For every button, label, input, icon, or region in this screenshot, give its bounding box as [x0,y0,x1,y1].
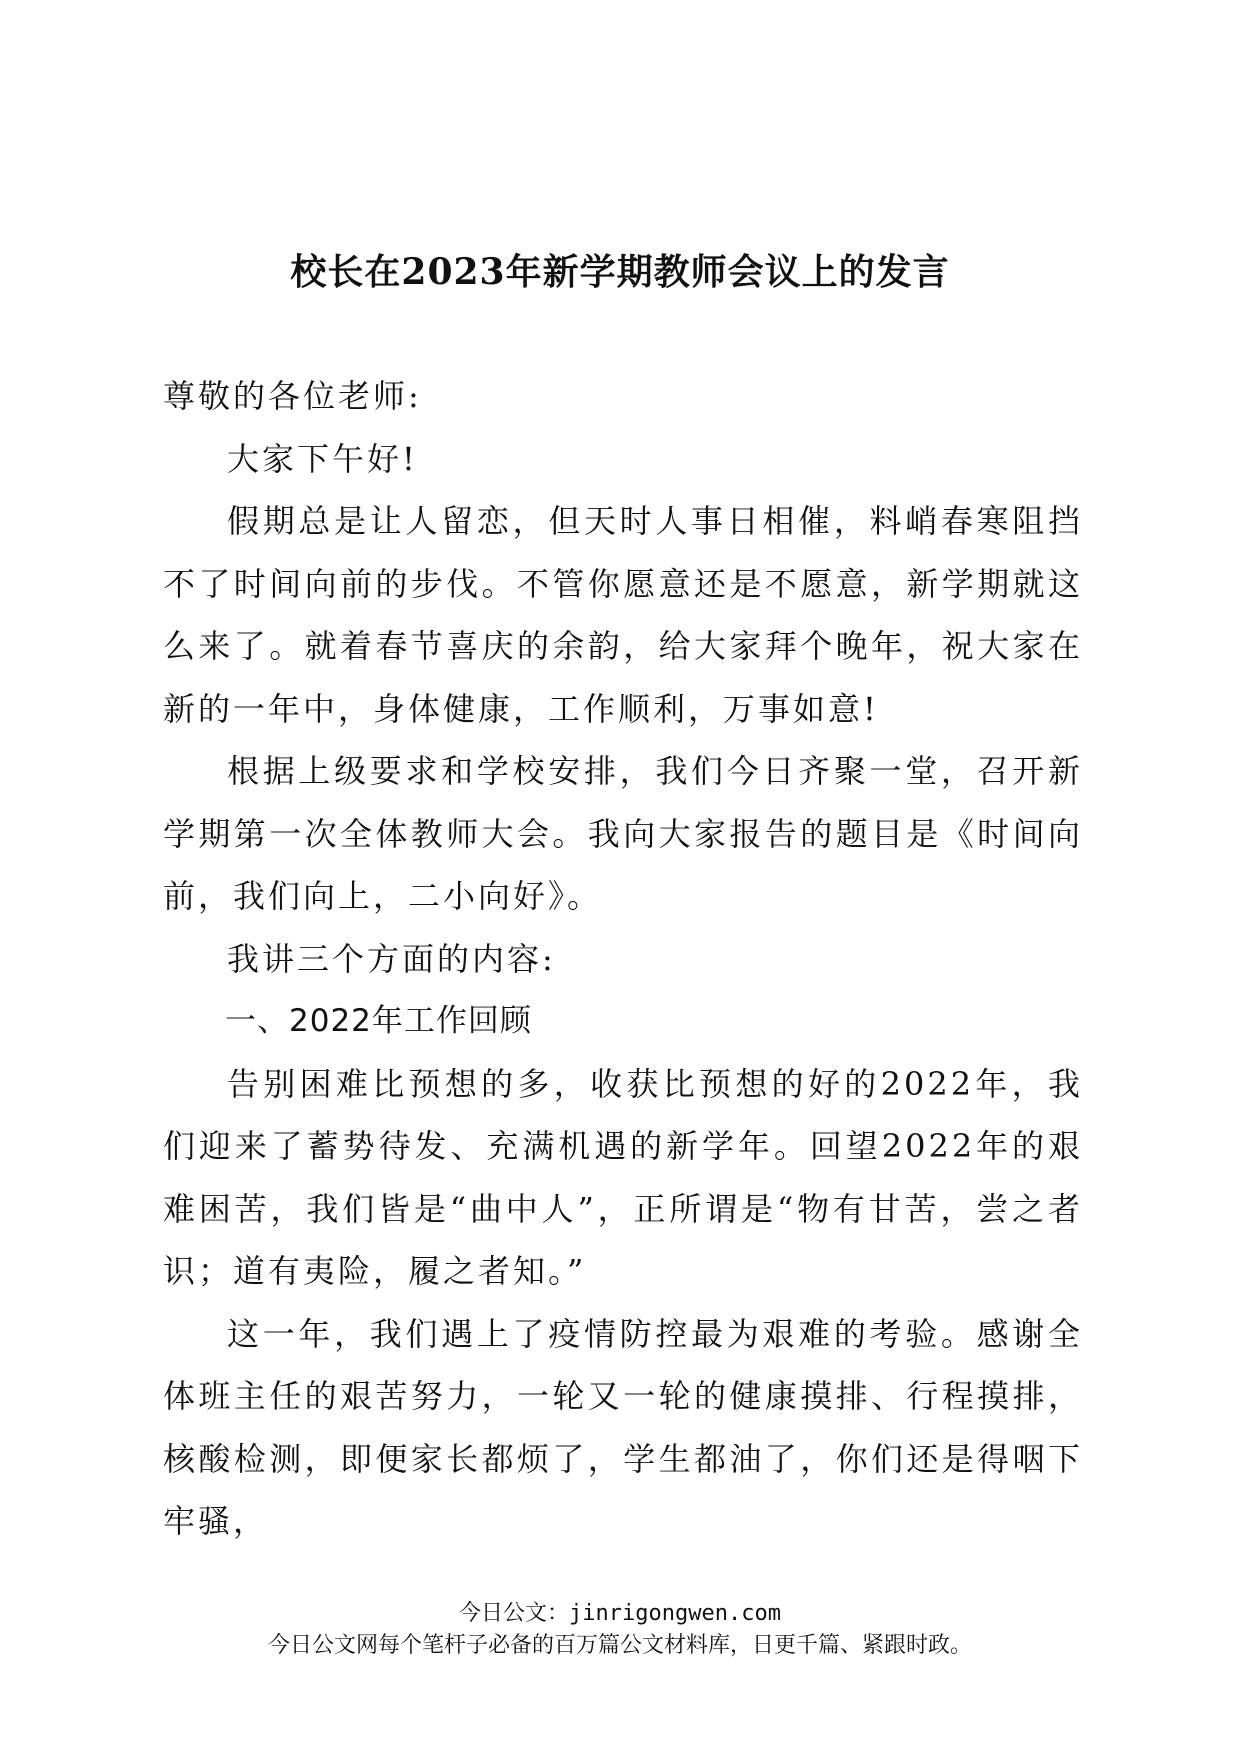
footer-tagline: 今日公文网每个笔杆子必备的百万篇公文材料库，日更千篇、紧跟时政。 [267,1633,972,1658]
document-title: 校长在2023年新学期教师会议上的发言 [290,251,950,293]
paragraph: 假期总是让人留恋，但天时人事日相催，料峭春寒阻挡不了时间向前的步伐。不管你愿意还是不愿意，新学期就这么来了。就着春节喜庆的余韵，给大家拜个晚年，祝大家在新的一年中，身体健康，工作顺利，万事如意! [163,502,1083,728]
footer-site-url[interactable]: jinrigongwen.com [569,1601,781,1626]
paragraph-greeting: 大家下午好! [227,439,418,478]
paragraph: 根据上级要求和学校安排，我们今日齐聚一堂，召开新学期第一次全体教师大会。我向大家报告的题目是《时间向前，我们向上，二小向好》。 [163,752,1083,915]
paragraph: 我讲三个方面的内容: [227,939,556,978]
document-body [163,365,1083,1553]
page-footer [0,1598,1240,1662]
footer-site-label: 今日公文： [459,1601,570,1626]
footer-site-line [0,1598,1240,1630]
section-heading: 一、2022年工作回顾 [225,1003,532,1039]
salutation: 尊敬的各位老师: [163,377,422,415]
paragraph: 这一年，我们遇上了疫情防控最为艰难的考验。感谢全体班主任的艰苦努力，一轮又一轮的健康摸排、行程摸排，核酸检测，即便家长都烦了，学生都油了，你们还是得咽下牢骚， [163,1314,1083,1540]
paragraph: 告别困难比预想的多，收获比预想的好的2022年，我们迎来了蓄势待发、充满机遇的新学年。回望2022年的艰难困苦，我们皆是“曲中人”，正所谓是“物有甘苦，尝之者识；道有夷险，履之者知。” [163,1064,1083,1290]
